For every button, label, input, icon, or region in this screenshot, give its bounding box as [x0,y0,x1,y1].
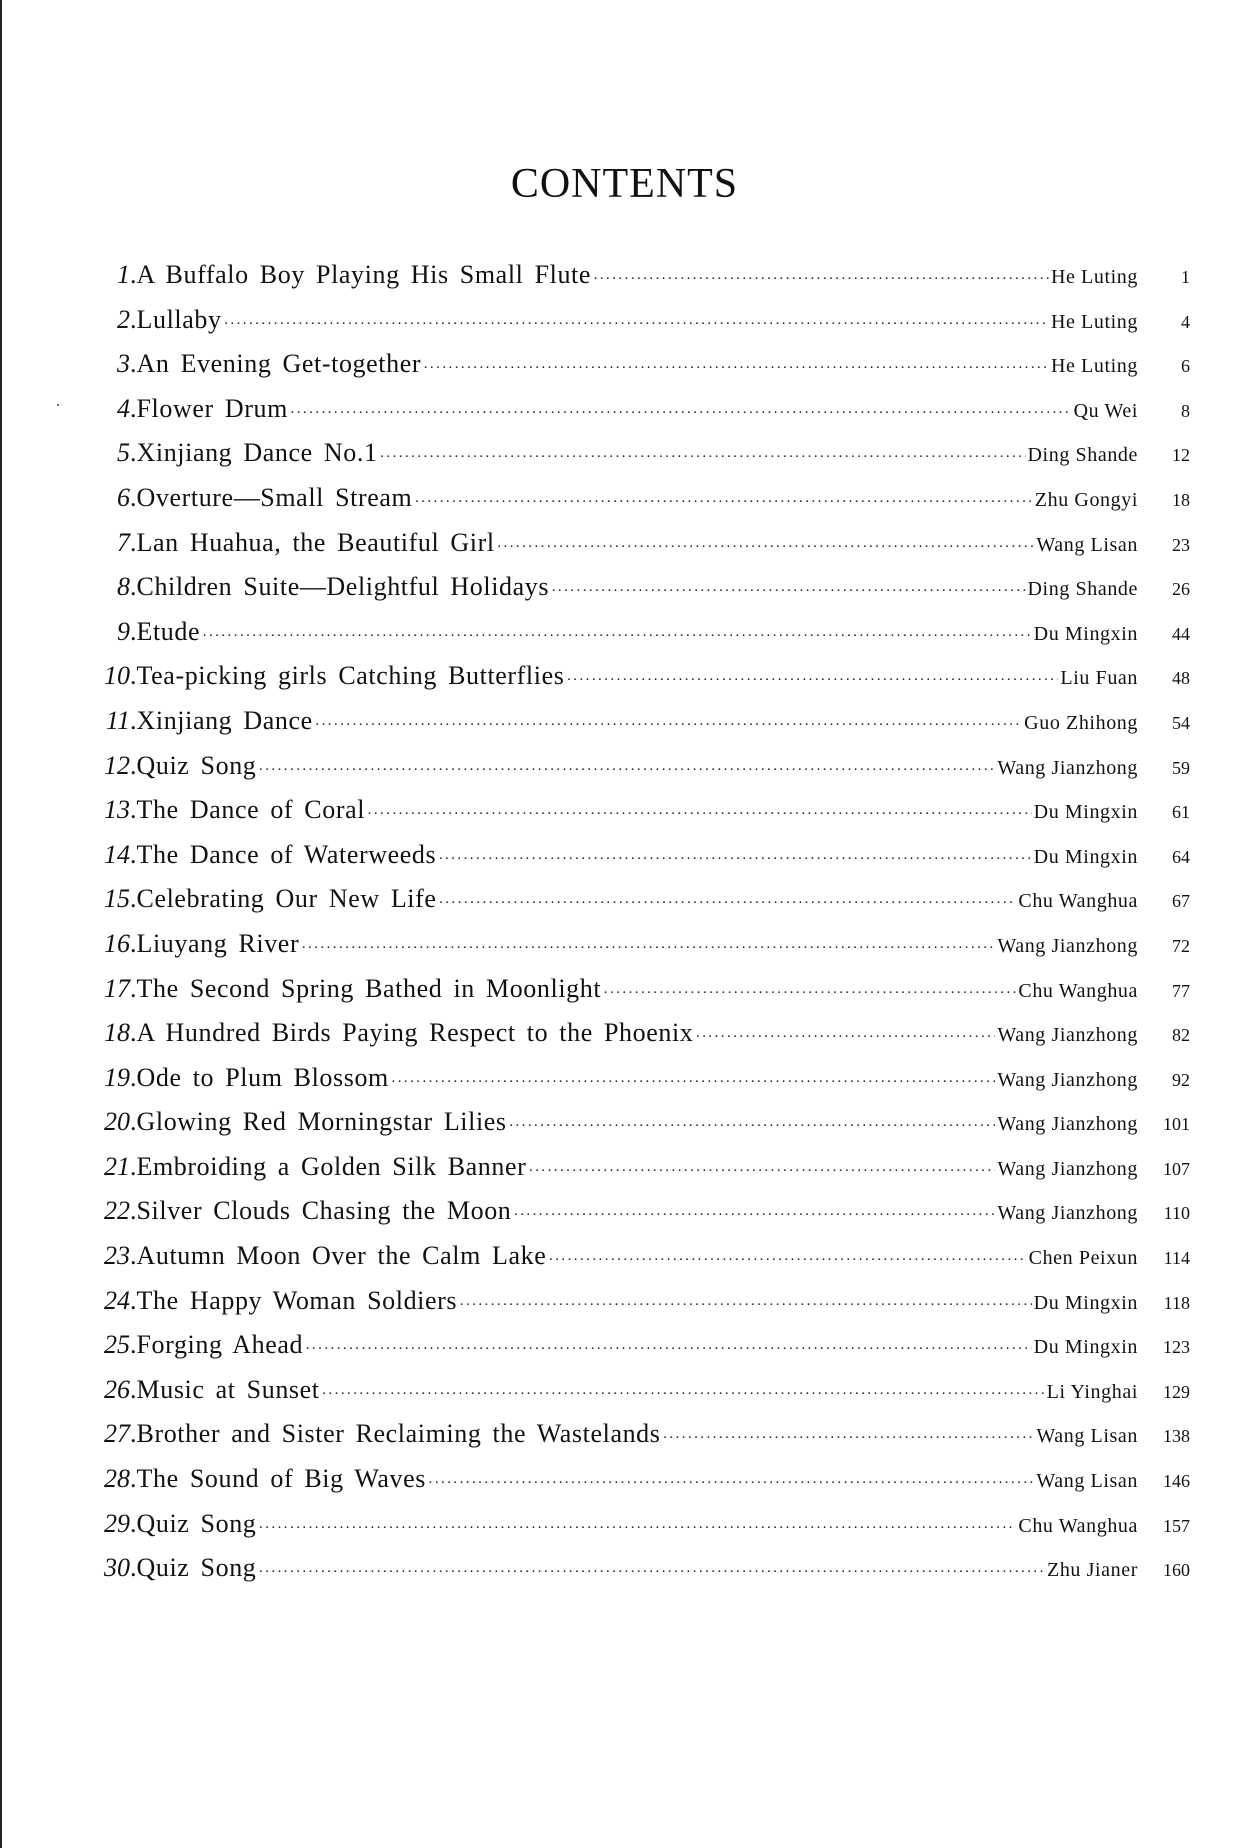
toc-entry [90,1375,1190,1420]
entry-composer: Wang Jianzhong [997,1157,1138,1180]
entry-number: 9 [117,616,130,646]
entry-composer: Liu Fuan [1060,667,1138,690]
dot-leader [528,1163,995,1180]
entry-number-period: . [130,705,137,735]
entry-number: 4 [117,393,130,423]
entry-title: The Happy Woman Soldiers [136,1285,458,1315]
toc-entry [90,751,1190,796]
entry-composer: Ding Shande [1027,444,1138,467]
entry-title: The Second Spring Bathed in Moonlight [136,973,602,1003]
entry-composer: Chu Wanghua [1018,979,1138,1002]
entry-number: 8 [117,572,130,602]
entry-number: 10 [104,661,130,691]
entry-number-period: . [130,1419,137,1449]
entry-number-period: . [130,349,137,379]
entry-composer: Wang Jianzhong [997,1068,1138,1091]
dot-leader [509,1118,996,1135]
dot-leader [428,1475,1034,1492]
entry-number: 1 [117,260,130,289]
toc-entry [90,572,1190,617]
entry-composer: Zhu Gongyi [1034,488,1138,511]
entry-title: Flower Drum [136,393,288,423]
toc-entry [90,1419,1190,1464]
entry-page-number: 64 [1172,846,1190,867]
entry-title: Quiz Song [136,1508,257,1538]
entry-composer: Chen Peixun [1028,1247,1138,1270]
table-of-contents [90,260,1190,1598]
entry-composer: Wang Lisan [1036,1425,1138,1448]
page-title: CONTENTS [510,161,739,207]
dot-leader [695,1029,995,1046]
entry-number-period: . [130,1553,137,1583]
entry-number: 12 [104,750,130,780]
entry-number: 16 [104,928,130,958]
entry-composer: Ding Shande [1027,578,1138,601]
entry-number: 2 [117,304,130,334]
entry-page-number: 160 [1163,1560,1190,1581]
dot-leader [367,806,1032,823]
dot-leader [202,628,1032,645]
entry-number-period: . [130,1464,137,1494]
scan-speck [57,404,59,406]
entry-number-period: . [130,1196,137,1226]
entry-title: Music at Sunset [136,1374,320,1404]
entry-number-period: . [130,1018,137,1048]
dot-leader [459,1297,1032,1314]
entry-number-period: . [130,1508,137,1538]
dot-leader [380,449,1026,466]
entry-page-number: 72 [1172,935,1190,956]
entry-page-number: 157 [1163,1515,1190,1536]
entry-composer: Wang Jianzhong [997,1202,1138,1225]
entry-number-period: . [130,1285,137,1315]
entry-page-number: 4 [1181,311,1190,332]
entry-title: Glowing Red Morningstar Lilies [136,1107,507,1137]
toc-entry [90,1509,1190,1554]
entry-title: Quiz Song [136,1553,257,1583]
toc-entry [90,305,1190,350]
entry-number-period: . [130,928,137,958]
entry-title: Lullaby [136,304,222,334]
dot-leader [439,895,1017,912]
entry-number: 26 [104,1374,130,1404]
toc-entry [90,840,1190,885]
entry-number-period: . [130,661,137,691]
entry-page-number: 129 [1163,1381,1190,1402]
entry-composer: Wang Jianzhong [997,756,1138,779]
entry-number: 3 [117,349,130,379]
toc-entry [90,884,1190,929]
entry-page-number: 1 [1181,267,1190,287]
entry-number-period: . [130,1107,137,1137]
entry-number: 20 [104,1107,130,1137]
entry-number-period: . [130,304,137,334]
entry-number-period: . [130,839,137,869]
toc-entry [90,706,1190,751]
dot-leader [258,762,995,779]
entry-page-number: 54 [1172,712,1190,733]
entry-number: 6 [117,482,130,512]
entry-composer: Wang Jianzhong [997,1113,1138,1136]
entry-number-period: . [130,1151,137,1181]
entry-number: 25 [104,1330,130,1360]
dot-leader [603,985,1016,1002]
entry-title: Ode to Plum Blossom [136,1062,389,1092]
entry-title: A Hundred Birds Paying Respect to the Phoenix [136,1018,694,1048]
dot-leader [593,271,1049,288]
dot-leader [551,583,1025,600]
entry-number-period: . [130,973,137,1003]
entry-number-period: . [130,393,137,423]
dot-leader [513,1207,995,1224]
entry-page-number: 6 [1181,356,1190,377]
toc-entry [90,260,1190,305]
entry-number-period: . [130,482,137,512]
entry-title: Celebrating Our New Life [136,884,437,914]
entry-page-number: 101 [1163,1114,1190,1135]
entry-title: Overture—Small Stream [136,482,413,512]
toc-entry [90,1553,1190,1598]
dot-leader [438,851,1031,868]
entry-number: 15 [104,884,130,914]
entry-title: Tea-picking girls Catching Butterflies [136,661,565,691]
toc-entry [90,394,1190,439]
toc-entry [90,1286,1190,1331]
toc-entry [90,1018,1190,1063]
entry-page-number: 59 [1172,757,1190,778]
entry-page-number: 12 [1172,445,1190,466]
entry-number: 14 [104,839,130,869]
entry-page-number: 48 [1172,668,1190,689]
entry-title: Xinjiang Dance No.1 [136,438,378,468]
dot-leader [315,717,1022,734]
toc-entry [90,438,1190,483]
entry-composer: He Luting [1050,266,1138,288]
entry-number-period: . [130,1062,137,1092]
entry-composer: Du Mingxin [1033,622,1138,645]
toc-entry [90,929,1190,974]
entry-number-period: . [130,884,137,914]
entry-number: 5 [117,438,130,468]
entry-number: 13 [104,795,130,825]
dot-leader [548,1252,1026,1269]
entry-page-number: 138 [1163,1426,1190,1447]
entry-number-period: . [130,1374,137,1404]
toc-entry [90,661,1190,706]
entry-number: 27 [104,1419,130,1449]
entry-number-period: . [130,795,137,825]
entry-composer: Du Mingxin [1033,1291,1138,1314]
toc-entry [90,528,1190,573]
toc-entry [90,974,1190,1019]
entry-title: Lan Huahua, the Beautiful Girl [136,527,495,557]
entry-number: 18 [104,1018,130,1048]
entry-title: Quiz Song [136,750,257,780]
entry-number: 28 [104,1464,130,1494]
entry-number: 29 [104,1508,130,1538]
entry-page-number: 114 [1163,1248,1190,1269]
dot-leader [290,405,1072,422]
toc-entry [90,1330,1190,1375]
entry-number: 22 [104,1196,130,1226]
dot-leader [305,1341,1032,1358]
toc-entry [90,1152,1190,1197]
dot-leader [391,1074,995,1091]
entry-number: 7 [117,527,130,557]
toc-entry [90,1464,1190,1509]
entry-title: The Dance of Waterweeds [136,839,437,869]
dot-leader [224,316,1049,333]
toc-entry [90,1241,1190,1286]
entry-page-number: 23 [1172,534,1190,555]
entry-title: Silver Clouds Chasing the Moon [136,1196,512,1226]
page-edge-line [0,0,2,1848]
entry-number: 19 [104,1062,130,1092]
entry-title: A Buffalo Boy Playing His Small Flute [136,260,592,289]
dot-leader [258,1564,1045,1581]
entry-number-period: . [130,1241,137,1271]
entry-title: Forging Ahead [136,1330,304,1360]
entry-number: 23 [104,1241,130,1271]
entry-number-period: . [130,260,137,289]
entry-title: Autumn Moon Over the Calm Lake [136,1241,547,1271]
entry-composer: Chu Wanghua [1018,1514,1138,1537]
dot-leader [414,494,1032,511]
entry-title: An Evening Get-together [136,349,422,379]
entry-page-number: 107 [1163,1158,1190,1179]
entry-title: Embroiding a Golden Silk Banner [136,1151,527,1181]
entry-composer: Chu Wanghua [1018,890,1138,913]
dot-leader [566,672,1058,689]
entry-number-period: . [130,438,137,468]
entry-number: 30 [104,1553,130,1583]
dot-leader [423,360,1049,377]
entry-composer: Guo Zhihong [1024,711,1138,734]
entry-page-number: 118 [1163,1292,1190,1313]
toc-entry [90,1063,1190,1108]
entry-page-number: 77 [1172,980,1190,1001]
toc-entry [90,349,1190,394]
entry-page-number: 8 [1181,400,1190,421]
entry-title: The Sound of Big Waves [136,1464,426,1494]
entry-page-number: 26 [1172,579,1190,600]
entry-composer: Du Mingxin [1033,1336,1138,1359]
entry-page-number: 82 [1172,1025,1190,1046]
dot-leader [322,1386,1045,1403]
entry-page-number: 123 [1163,1337,1190,1358]
entry-composer: Zhu Jianer [1047,1559,1138,1582]
entry-page-number: 110 [1163,1203,1190,1224]
entry-page-number: 61 [1172,802,1190,823]
entry-composer: Li Yinghai [1046,1380,1138,1403]
entry-title: Xinjiang Dance [136,705,313,735]
entry-page-number: 92 [1172,1069,1190,1090]
entry-page-number: 146 [1163,1471,1190,1492]
entry-number-period: . [130,527,137,557]
entry-composer: Du Mingxin [1033,801,1138,824]
entry-composer: Qu Wei [1073,399,1138,422]
entry-composer: Wang Lisan [1036,533,1138,556]
entry-composer: He Luting [1050,355,1138,378]
entry-composer: Du Mingxin [1033,845,1138,868]
entry-title: Brother and Sister Reclaiming the Wastelands [136,1419,661,1449]
entry-page-number: 67 [1172,891,1190,912]
entry-title: Children Suite—Delightful Holidays [136,572,550,602]
entry-title: The Dance of Coral [136,795,366,825]
entry-number: 21 [104,1151,130,1181]
entry-number-period: . [130,1330,137,1360]
entry-title: Etude [136,616,201,646]
dot-leader [497,539,1035,556]
toc-entry [90,795,1190,840]
entry-composer: Wang Jianzhong [997,1024,1138,1047]
toc-entry [90,617,1190,662]
entry-number-period: . [130,616,137,646]
dot-leader [663,1430,1035,1447]
entry-composer: Wang Jianzhong [997,934,1138,957]
entry-number-period: . [130,572,137,602]
entry-number: 24 [104,1285,130,1315]
dot-leader [258,1520,1016,1537]
toc-entry [90,483,1190,528]
toc-entry [90,1107,1190,1152]
entry-number: 17 [104,973,130,1003]
entry-page-number: 18 [1172,489,1190,510]
toc-entry [90,1196,1190,1241]
entry-composer: Wang Lisan [1036,1470,1138,1493]
entry-composer: He Luting [1050,310,1138,333]
entry-number: 11 [105,705,130,735]
entry-number-period: . [130,750,137,780]
entry-page-number: 44 [1172,623,1190,644]
dot-leader [301,940,995,957]
entry-title: Liuyang River [136,928,300,958]
